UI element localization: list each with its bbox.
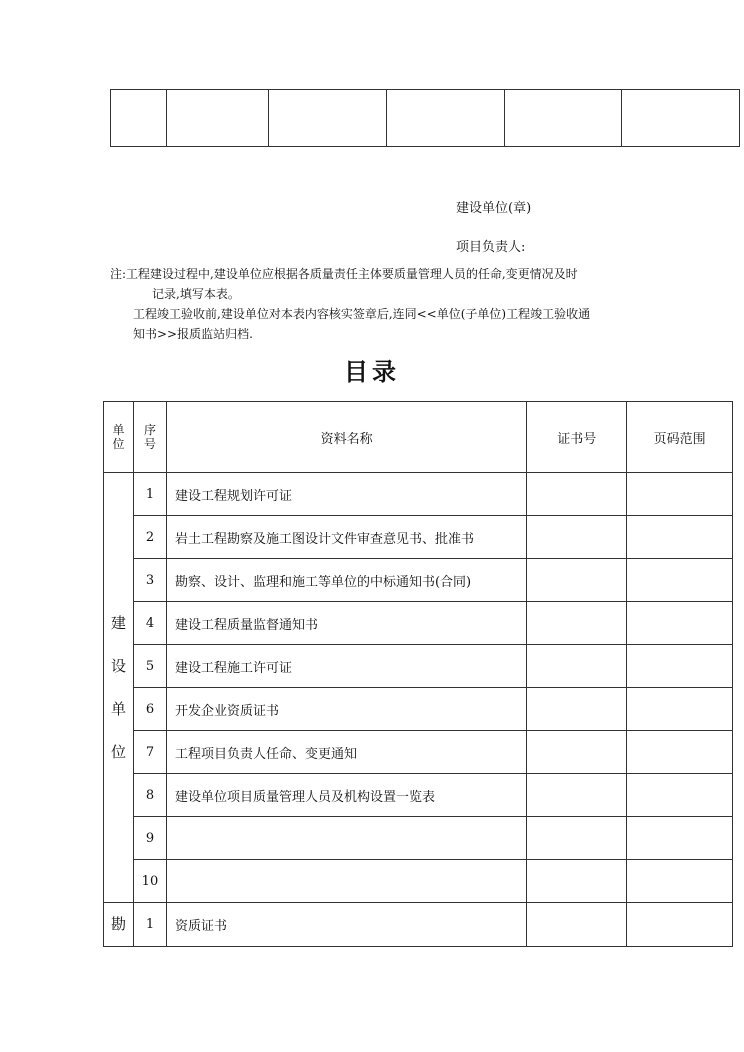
table-cell [504,90,622,147]
pages-cell [627,602,733,645]
header-seq: 序号 [133,402,166,473]
cert-cell [527,774,627,817]
table-cell [167,90,269,147]
cert-cell [527,559,627,602]
personnel-table-tail [110,89,740,147]
seq-cell: 7 [133,731,166,774]
unit-label: 建 设 单 位 [110,613,126,761]
pages-cell [627,817,733,860]
seq-cell: 1 [133,473,166,516]
cert-cell [527,602,627,645]
cert-cell [527,645,627,688]
note-line: 知书>>报质监站归档. [133,327,253,341]
cert-cell [527,860,627,903]
cert-cell [527,903,627,947]
name-cell: 开发企业资质证书 [166,688,526,731]
name-cell: 资质证书 [166,903,526,947]
seq-cell: 2 [133,516,166,559]
pages-cell [627,860,733,903]
seq-cell: 9 [133,817,166,860]
table-row [104,817,733,860]
seq-cell: 8 [133,774,166,817]
name-cell [166,860,526,903]
seq-cell: 5 [133,645,166,688]
table-row [104,903,733,947]
name-cell: 建设单位项目质量管理人员及机构设置一览表 [166,774,526,817]
unit-cell [104,903,134,947]
name-cell: 勘察、设计、监理和施工等单位的中标通知书(合同) [166,559,526,602]
header-name: 资料名称 [166,402,526,473]
name-cell: 岩土工程勘察及施工图设计文件审查意见书、批准书 [166,516,526,559]
seq-cell: 6 [133,688,166,731]
name-cell: 工程项目负责人任命、变更通知 [166,731,526,774]
table-row [104,602,733,645]
cert-cell [527,688,627,731]
contents-table [103,401,733,947]
cert-cell [527,473,627,516]
name-cell: 建设工程施工许可证 [166,645,526,688]
table-row [104,645,733,688]
table-cell [111,90,167,147]
seq-cell: 4 [133,602,166,645]
header-cert: 证书号 [527,402,627,473]
table-row [104,774,733,817]
unit-cell [104,473,134,903]
table-row [104,731,733,774]
table-row [104,860,733,903]
note-line: 记录,填写本表。 [152,287,240,301]
header-pages: 页码范围 [627,402,733,473]
table-cell [269,90,387,147]
table-header-row [104,402,733,473]
name-cell: 建设工程质量监督通知书 [166,602,526,645]
pages-cell [627,731,733,774]
cert-cell [527,516,627,559]
header-unit: 单位 [104,402,134,473]
table-cell [386,90,504,147]
pages-cell [627,516,733,559]
seq-cell: 1 [133,903,166,947]
table-row [104,688,733,731]
page-title: 目录 [344,358,400,386]
pages-cell [627,903,733,947]
note-line: 注:工程建设过程中,建设单位应根据各质量责任主体要质量管理人员的任命,变更情况及时 [110,267,578,281]
unit-label: 勘 [110,915,126,933]
pages-cell [627,774,733,817]
table-row [104,559,733,602]
cert-cell [527,817,627,860]
table-row [104,473,733,516]
pages-cell [627,645,733,688]
project-lead-label: 项目负责人: [456,240,526,255]
pages-cell [627,559,733,602]
name-cell [166,817,526,860]
unit-seal-label: 建设单位(章) [456,201,532,216]
name-cell: 建设工程规划许可证 [166,473,526,516]
seq-cell: 3 [133,559,166,602]
pages-cell [627,473,733,516]
pages-cell [627,688,733,731]
table-cell [622,90,740,147]
note-line: 工程竣工验收前,建设单位对本表内容核实签章后,连同<<单位(子单位)工程竣工验收通 [133,307,591,321]
cert-cell [527,731,627,774]
seq-cell: 10 [133,860,166,903]
table-row [104,516,733,559]
